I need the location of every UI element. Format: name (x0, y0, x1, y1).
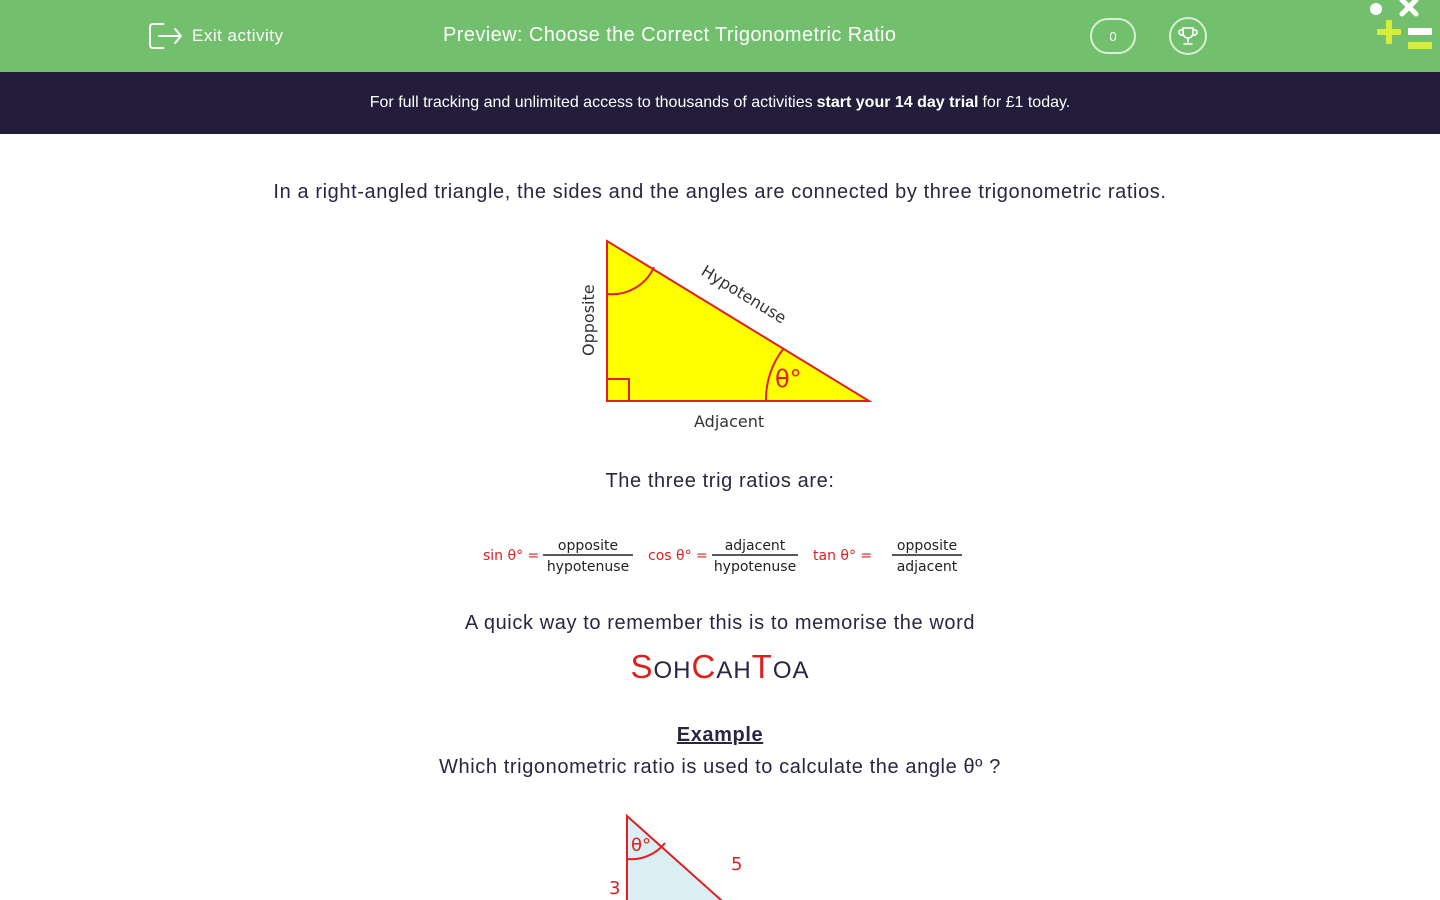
intro-text: In a right-angled triangle, the sides and the angles are connected by three trigonometric ratios. (273, 181, 1167, 203)
mnemonic-rest-oh: OH (653, 657, 692, 684)
exit-activity-label: Exit activity (192, 26, 284, 45)
mnemonic-letter-s: S (630, 648, 654, 685)
cos-denominator: hypotenuse (713, 559, 797, 575)
theta-label: θ° (775, 365, 802, 393)
exit-icon (148, 20, 184, 52)
tan-label: tan θ° = (813, 548, 873, 564)
sohcahtoa-word (0, 648, 1440, 686)
example-side-3-label: 3 (609, 878, 621, 899)
activity-title: Preview: Choose the Correct Trigonometric Ratio (443, 24, 897, 46)
tan-numerator: opposite (896, 538, 958, 554)
sin-numerator: opposite (557, 538, 619, 554)
trig-ratios-formulas (470, 528, 980, 582)
start-trial-link[interactable]: start your 14 day trial (816, 94, 979, 111)
example-side-5-label: 5 (731, 854, 743, 875)
top-bar (0, 0, 1440, 72)
sin-ratio (483, 538, 633, 575)
banner-prefix: For full tracking and unlimited access to thousands of activities (369, 94, 813, 111)
cos-ratio (648, 538, 798, 575)
example-question: Which trigonometric ratio is used to calculate the angle θº ? (439, 756, 1001, 778)
adjacent-label: Adjacent (694, 412, 765, 431)
example-triangle-diagram (600, 810, 800, 900)
exit-activity-button[interactable] (148, 20, 284, 52)
ratios-heading: The three trig ratios are: (605, 470, 835, 492)
example-heading: Example (676, 724, 764, 746)
mnemonic-rest-ah: AH (716, 657, 752, 684)
cos-label: cos θ° = (648, 548, 708, 564)
brand-logo (1364, 0, 1440, 60)
mnemonic-intro: A quick way to remember this is to memorise the word (464, 612, 976, 634)
score-badge: 0 (1090, 18, 1136, 54)
example-theta-label: θ° (631, 835, 652, 856)
triangle-shape (607, 241, 869, 401)
banner-suffix: for £1 today. (982, 94, 1071, 111)
trophy-button[interactable] (1169, 17, 1207, 55)
lesson-content (0, 134, 1440, 900)
sin-denominator: hypotenuse (546, 559, 630, 575)
mnemonic-letter-t: T (751, 648, 773, 685)
hypotenuse-label: Hypotenuse (697, 261, 790, 328)
trial-banner (0, 72, 1440, 134)
cos-numerator: adjacent (724, 538, 786, 554)
trophy-icon (1177, 25, 1199, 47)
opposite-label: Opposite (579, 284, 598, 356)
mnemonic-letter-c: C (691, 648, 717, 685)
tan-ratio (813, 538, 962, 575)
sin-label: sin θ° = (483, 548, 540, 564)
example-triangle-shape (627, 816, 800, 900)
tan-denominator: adjacent (896, 559, 958, 575)
labelled-triangle-diagram (570, 234, 890, 434)
mnemonic-rest-oa: OA (772, 657, 810, 684)
